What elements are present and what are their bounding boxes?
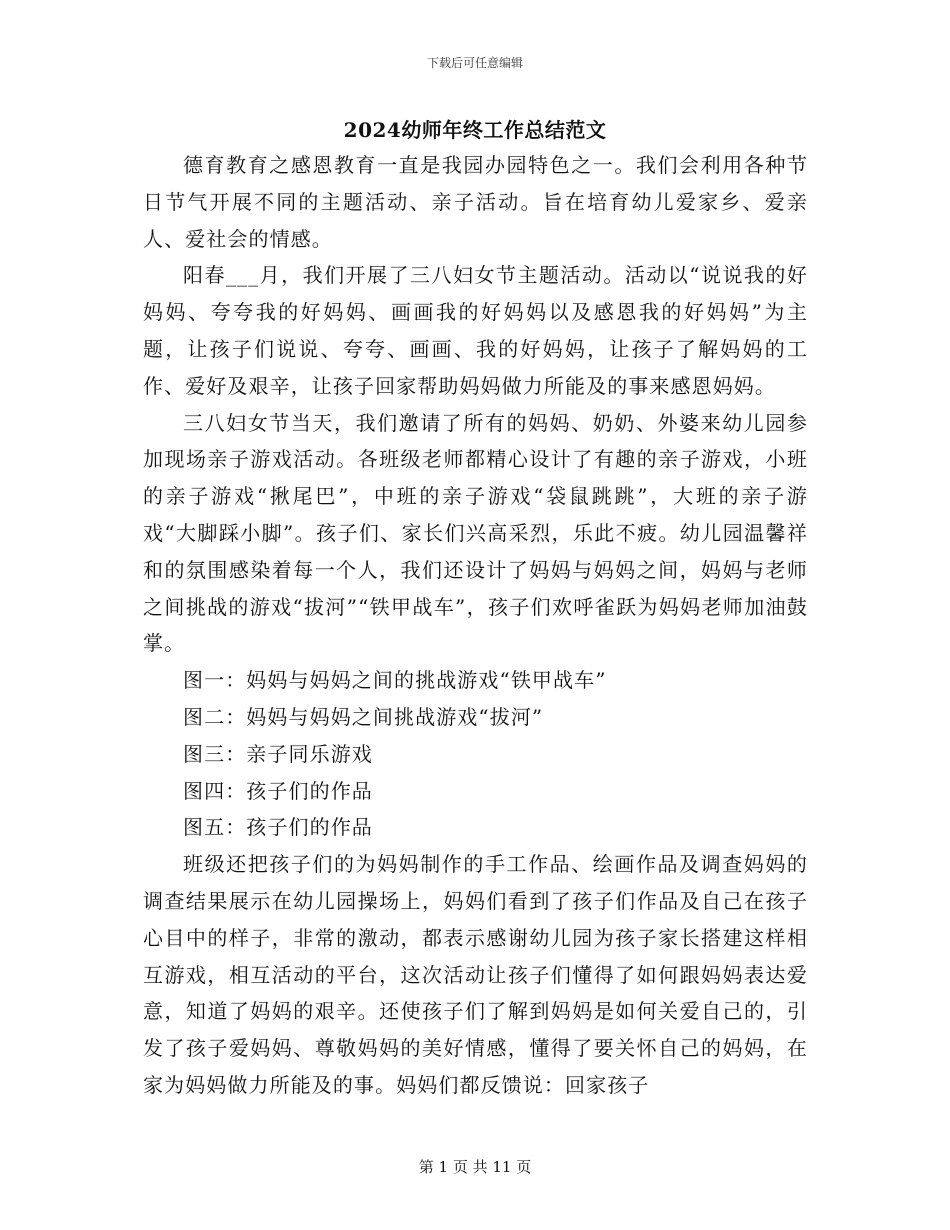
figure-caption: 图四：孩子们的作品 xyxy=(183,778,373,803)
figure-caption: 图二：妈妈与妈妈之间挑战游戏“拔河” xyxy=(183,704,544,729)
paragraph: 阳春___月，我们开展了三八妇女节主题活动。活动以“说说我的好妈妈、夸夸我的好妈妈、画画我的好妈妈以及感恩我的好妈妈”为主题，让孩子们说说、夸夸、画画、我的好妈妈，让孩子了解妈妈的工作、爱好及艰辛，让孩子回家帮助妈妈做力所能及的事来感恩妈妈。 xyxy=(143,263,808,398)
document-body xyxy=(143,147,808,1104)
figure-caption: 图一：妈妈与妈妈之间的挑战游戏“铁甲战车” xyxy=(183,668,607,693)
page-footer: 第 1 页 共 11 页 xyxy=(418,1158,532,1176)
figure-caption: 图三：亲子同乐游戏 xyxy=(183,741,373,766)
paragraph: 班级还把孩子们的为妈妈制作的手工作品、绘画作品及调查妈妈的调查结果展示在幼儿园操场上，妈妈们看到了孩子们作品及自己在孩子心目中的样子，非常的激动，都表示感谢幼儿园为孩子家长搭建这样相互游戏，相互活动的平台，这次活动让孩子们懂得了如何跟妈妈表达爱意，知道了妈妈的艰辛。还使孩子们了解到妈妈是如何关爱自己的，引发了孩子爱妈妈、尊敬妈妈的美好情感，懂得了要关怀自己的妈妈，在家为妈妈做力所能及的事。妈妈们都反馈说：回家孩子 xyxy=(143,852,808,1097)
document-title: 2024幼师年终工作总结范文 xyxy=(343,118,607,142)
paragraph: 德育教育之感恩教育一直是我园办园特色之一。我们会利用各种节日节气开展不同的主题活动、亲子活动。旨在培育幼儿爱家乡、爱亲人、爱社会的情感。 xyxy=(143,153,808,251)
paragraph: 三八妇女节当天，我们邀请了所有的妈妈、奶奶、外婆来幼儿园参加现场亲子游戏活动。各班级老师都精心设计了有趣的亲子游戏，小班的亲子游戏“揪尾巴”，中班的亲子游戏“袋鼠跳跳”，大班的亲子游戏“大脚踩小脚”。孩子们、家长们兴高采烈，乐此不疲。幼儿园温馨祥和的氛围感染着每一个人，我们还设计了妈妈与妈妈之间，妈妈与老师之间挑战的游戏“拔河”“铁甲战车”，孩子们欢呼雀跃为妈妈老师加油鼓掌。 xyxy=(143,410,808,656)
figure-caption: 图五：孩子们的作品 xyxy=(183,815,373,840)
page-header-note: 下载后可任意编辑 xyxy=(426,56,523,70)
